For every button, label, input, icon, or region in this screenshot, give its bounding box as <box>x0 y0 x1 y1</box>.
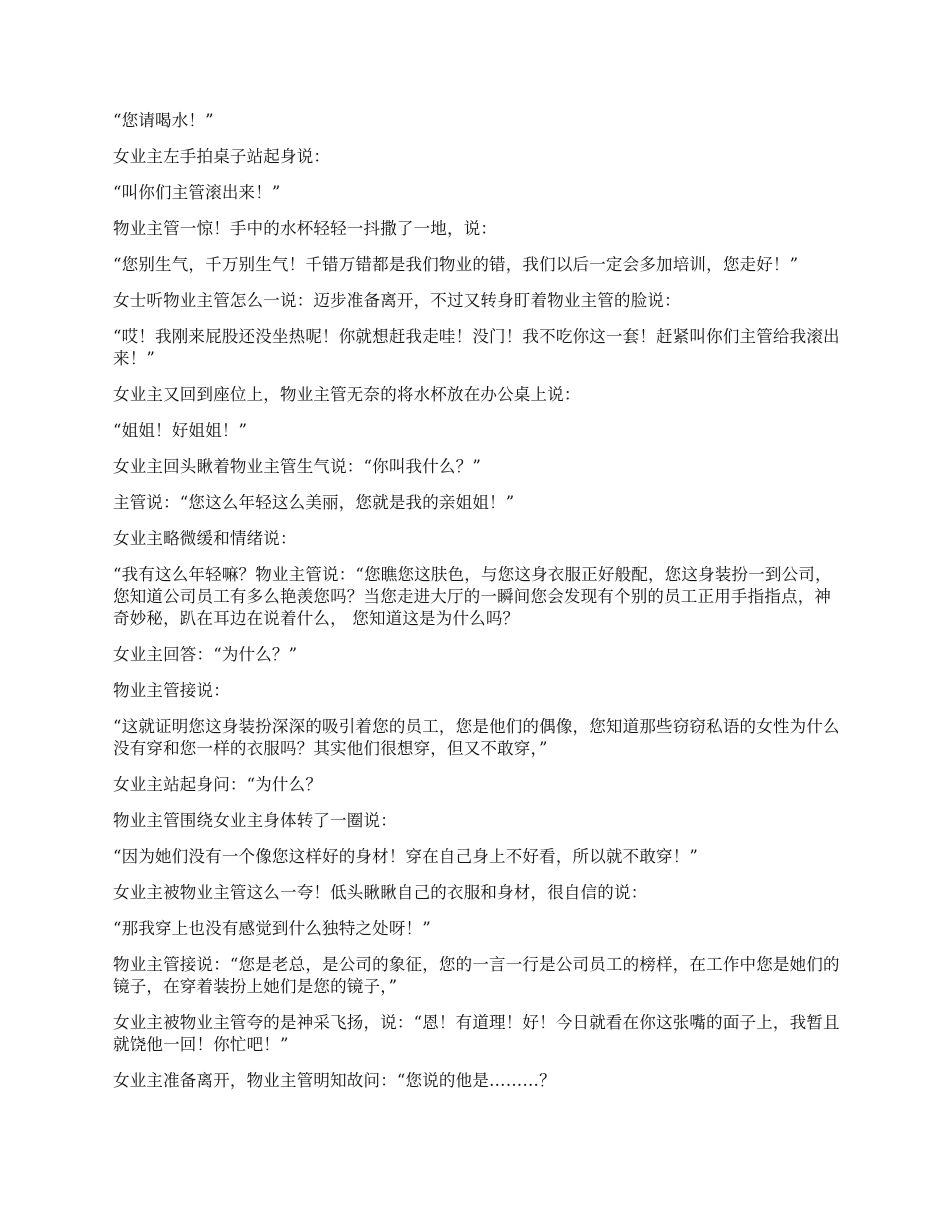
paragraph: 女业主回答：“为什么？” <box>113 645 298 664</box>
paragraph: 女业主被物业主管夸的是神采飞扬，说：“恩！有道理！好！今日就看在你这张嘴的面子上，我暂且就饶他一回！你忙吧！” <box>113 1013 840 1054</box>
paragraph: “姐姐！好姐姐！” <box>113 421 248 440</box>
paragraph: “您别生气，千万别生气！千错万错都是我们物业的错，我们以后一定会多加培训，您走好！” <box>113 255 799 274</box>
paragraph: “叫你们主管滚出来！” <box>113 183 281 202</box>
paragraph: “因为她们没有一个像您这样好的身材！穿在自己身上不好看，所以就不敢穿！” <box>113 847 699 866</box>
paragraph: 女业主站起身问：“为什么？ <box>113 775 323 794</box>
paragraph: 女业主左手拍桌子站起身说： <box>113 147 331 166</box>
paragraph: 女业主又回到座位上，物业主管无奈的将水杯放在办公桌上说： <box>113 385 581 404</box>
paragraph: “那我穿上也没有感觉到什么独特之处呀！” <box>113 919 431 938</box>
paragraph: 女士听物业主管怎么一说：迈步准备离开，不过又转身盯着物业主管的脸说： <box>113 291 681 310</box>
document-body <box>113 110 843 1106</box>
paragraph: “我有这么年轻嘛？物业主管说：“您瞧您这肤色，与您这身衣服正好般配，您这身装扮一到公司，您知道公司员工有多么艳羡您吗？当您走进大厅的一瞬间您会发现有个别的员工正用手指指点，神奇妙秘，趴在耳边在说着什么， 您知道这是为什么吗？ <box>113 565 832 628</box>
paragraph: 主管说：“您这么年轻这么美丽，您就是我的亲姐姐！” <box>113 493 515 512</box>
paragraph: “您请喝水！” <box>113 111 214 130</box>
paragraph: 物业主管接说：“您是老总，是公司的象征，您的一言一行是公司员工的榜样，在工作中您是她们的镜子，在穿着装扮上她们是您的镜子，” <box>113 955 840 996</box>
paragraph: 物业主管一惊！手中的水杯轻轻一抖撒了一地，说： <box>113 219 498 238</box>
paragraph: 物业主管围绕女业主身体转了一圈说： <box>113 811 397 830</box>
paragraph: 女业主被物业主管这么一夸！低头瞅瞅自己的衣服和身材，很自信的说： <box>113 883 648 902</box>
paragraph: 物业主管接说： <box>113 681 230 700</box>
paragraph: 女业主略微缓和情绪说： <box>113 529 297 548</box>
paragraph: “哎！我刚来屁股还没坐热呢！你就想赶我走哇！没门！我不吃你这一套！赶紧叫你们主管给我滚出来！” <box>113 327 840 368</box>
paragraph: “这就证明您这身装扮深深的吸引着您的员工，您是他们的偶像，您知道那些窃窃私语的女性为什么没有穿和您一样的衣服吗？其实他们很想穿，但又不敢穿，” <box>113 717 840 758</box>
paragraph: 女业主准备离开，物业主管明知故问：“您说的他是………？ <box>113 1071 556 1090</box>
paragraph: 女业主回头瞅着物业主管生气说：“你叫我什么？” <box>113 457 481 476</box>
